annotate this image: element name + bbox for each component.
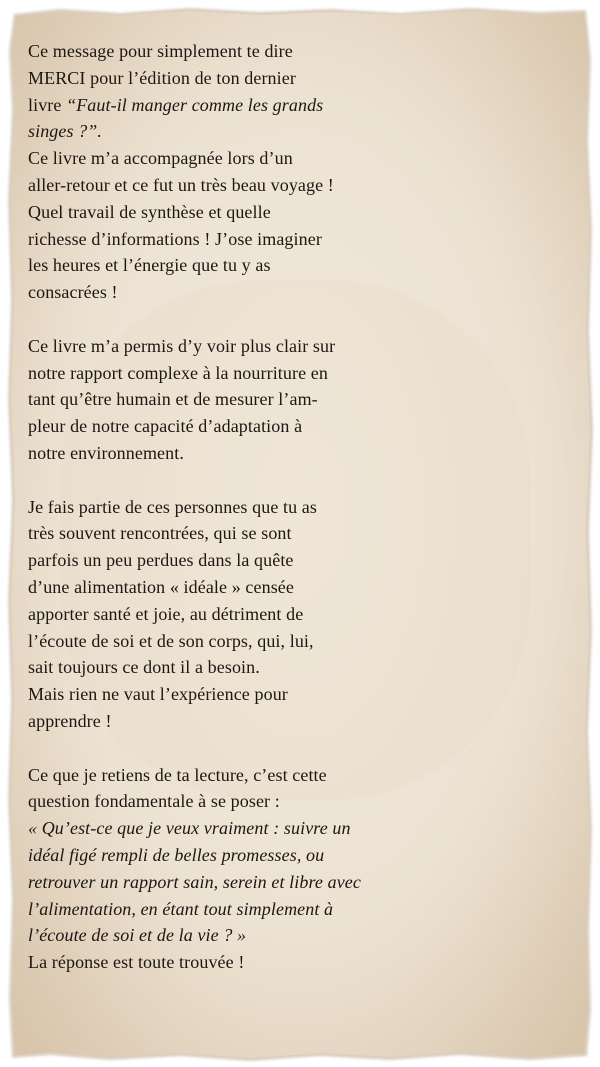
text-line: notre rapport complexe à la nourriture en: [28, 362, 328, 383]
text-line: consacrées !: [28, 282, 118, 303]
quote-line: retrouver un rapport sain, serein et libre avec: [28, 871, 361, 892]
text-line: Quel travail de synthèse et quelle: [28, 201, 271, 222]
text-line: pleur de notre capacité d’adaptation à: [28, 416, 303, 437]
paragraph-thanks: [28, 38, 588, 306]
quote-line: « Qu’est-ce que je veux vraiment : suivre un: [28, 818, 351, 839]
text-fragment: livre: [28, 94, 67, 115]
text-line: Mais rien ne vaut l’expérience pour: [28, 684, 288, 705]
text-line: d’une alimentation « idéale » censée: [28, 576, 294, 597]
text-line: La réponse est toute trouvée !: [28, 952, 245, 973]
paragraph-personal: [28, 494, 588, 735]
book-title-end: singes ?”.: [28, 121, 103, 142]
text-line: apporter santé et joie, au détriment de: [28, 603, 304, 624]
text-line: MERCI pour l’édition de ton dernier: [28, 67, 296, 88]
text-line: l’écoute de soi et de son corps, qui, lui,: [28, 630, 314, 651]
text-line: Ce message pour simplement te dire: [28, 41, 293, 61]
text-line: Ce livre m’a accompagnée lors d’un: [28, 148, 293, 169]
quote-line: l’écoute de soi et de la vie ? »: [28, 925, 247, 946]
quote-line: idéal figé rempli de belles promesses, ou: [28, 844, 325, 865]
text-line: [28, 92, 588, 119]
text-line: aller-retour et ce fut un très beau voyage !: [28, 174, 334, 195]
text-line: apprendre !: [28, 710, 112, 731]
text-line: Je fais partie de ces personnes que tu as: [28, 496, 317, 517]
text-line: Ce que je retiens de ta lecture, c’est cette: [28, 764, 327, 785]
text-line: tant qu’être humain et de mesurer l’am-: [28, 389, 318, 410]
paragraph-insight: [28, 333, 588, 467]
text-line: Ce livre m’a permis d’y voir plus clair sur: [28, 335, 336, 356]
quote-line: l’alimentation, en étant tout simplement à: [28, 898, 334, 919]
text-line: [28, 118, 588, 145]
letter-text: [28, 38, 588, 1003]
text-line: très souvent rencontrées, qui se sont: [28, 523, 292, 544]
text-line: notre environnement.: [28, 442, 184, 463]
book-title: “Faut-il manger comme les grands: [66, 94, 324, 115]
text-line: parfois un peu perdues dans la quête: [28, 550, 294, 571]
text-line: richesse d’informations ! J’ose imaginer: [28, 228, 322, 249]
text-line: sait toujours ce dont il a besoin.: [28, 657, 260, 678]
text-line: question fondamentale à se poser :: [28, 791, 280, 812]
text-line: les heures et l’énergie que tu y as: [28, 255, 271, 276]
paragraph-conclusion: [28, 762, 588, 976]
